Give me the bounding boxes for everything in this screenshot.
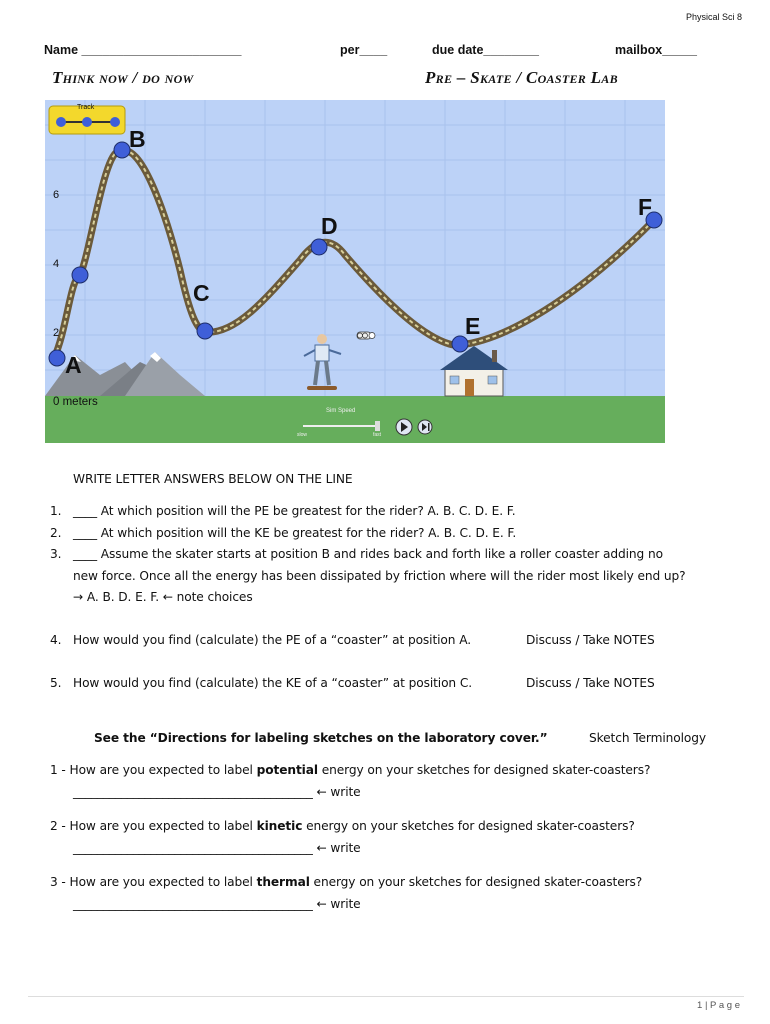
sketch-question-2: 2 - How are you expected to label kinetic energy on your sketches for designed skater-coasters? (50, 819, 635, 833)
track-node-c (197, 323, 213, 339)
y-tick-6: 6 (53, 189, 60, 201)
question-number: 4. (50, 633, 62, 647)
question-number: 1. (50, 504, 62, 518)
sketch-question-3: 3 - How are you expected to label thermal energy on your sketches for designed skater-coasters? (50, 875, 643, 889)
point-label-d: D (321, 213, 338, 239)
due-date-field-label: due date________ (432, 43, 540, 57)
point-label-f: F (638, 194, 653, 220)
question-4-note: Discuss / Take NOTES (526, 633, 655, 647)
track-node (72, 267, 88, 283)
grass-ground (45, 396, 665, 443)
instructions-heading: WRITE LETTER ANSWERS BELOW ON THE LINE (73, 472, 353, 486)
sketch-terminology-label: Sketch Terminology (589, 731, 707, 745)
question-5-note: Discuss / Take NOTES (526, 676, 655, 690)
period-field-label: per____ (340, 43, 388, 57)
question-3: ____ Assume the skater starts at position B and rides back and forth like a roller coaster adding no (73, 547, 663, 561)
question-3-choices: → A. B. D. E. F. ← note choices (73, 590, 253, 604)
page-header-course: Physical Sci 8 (685, 12, 742, 22)
keyword-kinetic: kinetic (256, 819, 303, 833)
sketch-question-1: 1 - How are you expected to label potential energy on your sketches for designed skater-coasters? (50, 763, 651, 777)
speed-min-label: slow (297, 432, 308, 438)
question-3-continued: new force. Once all the energy has been dissipated by friction where will the rider most likely end up? (73, 569, 686, 583)
mailbox-field-label: mailbox_____ (615, 43, 697, 57)
sketch-directions: See the “Directions for labeling sketches on the laboratory cover.” (94, 731, 548, 745)
keyword-potential: potential (256, 763, 318, 777)
keyword-thermal: thermal (256, 875, 310, 889)
sim-speed-label: Sim Speed (326, 408, 356, 414)
y-tick-4: 4 (53, 258, 60, 270)
y-tick-2: 2 (53, 327, 60, 339)
speed-max-label: fast (373, 432, 382, 438)
page-number: 1 | P a g e (697, 1000, 740, 1011)
question-2: ____ At which position will the KE be greatest for the rider? A. B. C. D. E. F. (73, 526, 517, 540)
point-label-c: C (193, 280, 210, 306)
question-number: 5. (50, 676, 62, 690)
zero-meters-label: 0 meters (53, 396, 98, 408)
track-button-label[interactable]: Track (77, 104, 95, 111)
question-1: ____ At which position will the PE be greatest for the rider? A. B. C. D. E. F. (73, 504, 516, 518)
point-label-e: E (465, 313, 481, 339)
point-label-b: B (129, 126, 146, 152)
name-field-label: Name _______________________ (44, 43, 242, 57)
point-label-a: A (65, 352, 82, 378)
track-node-b (114, 142, 130, 158)
question-5: How would you find (calculate) the KE of a “coaster” at position C. (73, 676, 473, 690)
title-think-now: Think now / do now (52, 68, 194, 87)
question-number: 3. (50, 547, 62, 561)
track-node-d (311, 239, 327, 255)
question-number: 2. (50, 526, 62, 540)
answer-line: ________________________________________ ← write (73, 897, 361, 911)
footer-divider (28, 996, 744, 997)
track-node-a (49, 350, 65, 366)
answer-line: ________________________________________ ← write (73, 841, 361, 855)
question-4: How would you find (calculate) the PE of a “coaster” at position A. (73, 633, 471, 647)
camera-icon (357, 332, 375, 339)
answer-line: ________________________________________ ← write (73, 785, 361, 799)
skate-park-simulation (45, 100, 665, 443)
title-lab: Pre – Skate / Coaster Lab (425, 68, 618, 87)
